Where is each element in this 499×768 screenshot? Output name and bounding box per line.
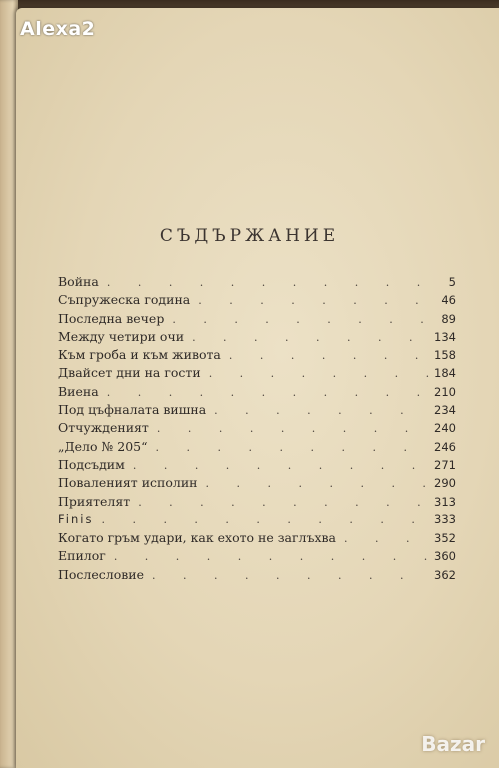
toc-entry-page-number: 158	[434, 348, 456, 363]
toc-leader-dots	[201, 477, 430, 490]
toc-entry	[58, 384, 456, 402]
toc-entry-title: Епилог	[58, 548, 106, 564]
toc-leader-dots	[188, 331, 430, 344]
toc-entry-title: Поваленият исполин	[58, 475, 198, 491]
toc-entry-title: Под цъфналата вишна	[58, 402, 207, 418]
toc-leader-dots	[97, 513, 430, 526]
toc-entry-page-number: 333	[434, 511, 456, 526]
toc-leader-dots	[129, 459, 430, 472]
toc-entry-page-number: 360	[434, 549, 456, 564]
toc-entry-page-number: 352	[434, 531, 456, 546]
toc-entry-title: Послесловие	[58, 566, 144, 582]
watermark-top: Alexa2	[20, 18, 96, 40]
toc-leader-dots	[194, 294, 430, 307]
toc-entry-title: Двайсет дни на гости	[58, 365, 201, 381]
toc-entry	[58, 475, 456, 493]
toc-entry-title: Между четири очи	[58, 328, 185, 344]
toc-entry-page-number: 46	[441, 293, 456, 308]
toc-entry-title: Приятелят	[58, 493, 131, 509]
toc-leader-dots	[340, 532, 430, 545]
toc-entry-page-number: 271	[434, 457, 456, 472]
toc-entry	[58, 292, 456, 310]
toc-entry	[58, 567, 456, 585]
toc-leader-dots	[168, 313, 430, 326]
toc-entry-title: Finis	[58, 511, 94, 526]
toc-entry-page-number: 290	[434, 476, 456, 491]
toc-entry-title: Война	[58, 274, 99, 289]
toc-entry-title: Когато гръм удари, как ехото не заглъхва	[58, 530, 336, 546]
toc-leader-dots	[153, 422, 430, 435]
toc-entry-page-number: 246	[434, 439, 456, 454]
toc-entry-title: Подсъдим	[58, 456, 125, 472]
toc-leader-dots	[225, 349, 430, 362]
toc-entry	[58, 329, 456, 347]
toc-entry	[58, 457, 456, 475]
table-of-contents	[58, 274, 456, 585]
toc-entry-page-number: 240	[434, 421, 456, 436]
toc-entry-page-number: 134	[434, 329, 456, 344]
toc-entry-page-number: 210	[434, 384, 456, 399]
toc-entry-page-number: 362	[434, 567, 456, 582]
toc-leader-dots	[134, 496, 430, 509]
toc-entry	[58, 311, 456, 329]
toc-entry	[58, 494, 456, 512]
toc-entry-title: Отчужденият	[58, 420, 149, 436]
toc-entry	[58, 420, 456, 438]
toc-leader-dots	[103, 276, 430, 289]
toc-entry-title: Виена	[58, 383, 99, 399]
toc-leader-dots	[103, 386, 430, 399]
toc-entry	[58, 439, 456, 457]
toc-entry	[58, 548, 456, 566]
toc-leader-dots	[210, 404, 430, 417]
toc-entry-page-number: 89	[441, 311, 456, 326]
toc-entry	[58, 365, 456, 383]
toc-entry	[58, 530, 456, 548]
toc-entry	[58, 402, 456, 420]
toc-leader-dots	[205, 367, 430, 380]
toc-entry-page-number: 313	[434, 494, 456, 509]
toc-entry	[58, 512, 456, 530]
toc-title: СЪДЪРЖАНИЕ	[159, 226, 340, 246]
toc-leader-dots	[152, 441, 430, 454]
toc-entry	[58, 347, 456, 365]
toc-leader-dots	[148, 569, 430, 582]
toc-entry-title: Към гроба и към живота	[58, 347, 221, 363]
toc-entry-title: Съпружеска година	[58, 292, 191, 308]
toc-entry-title: Последна вечер	[58, 310, 165, 326]
toc-leader-dots	[110, 550, 430, 563]
watermark-bottom-logo: Bazar	[421, 732, 485, 756]
toc-entry	[58, 274, 456, 292]
toc-entry-page-number: 184	[434, 366, 456, 381]
toc-entry-page-number: 234	[434, 403, 456, 418]
toc-entry-title: „Дело № 205“	[58, 438, 148, 454]
toc-entry-page-number: 5	[448, 275, 456, 289]
